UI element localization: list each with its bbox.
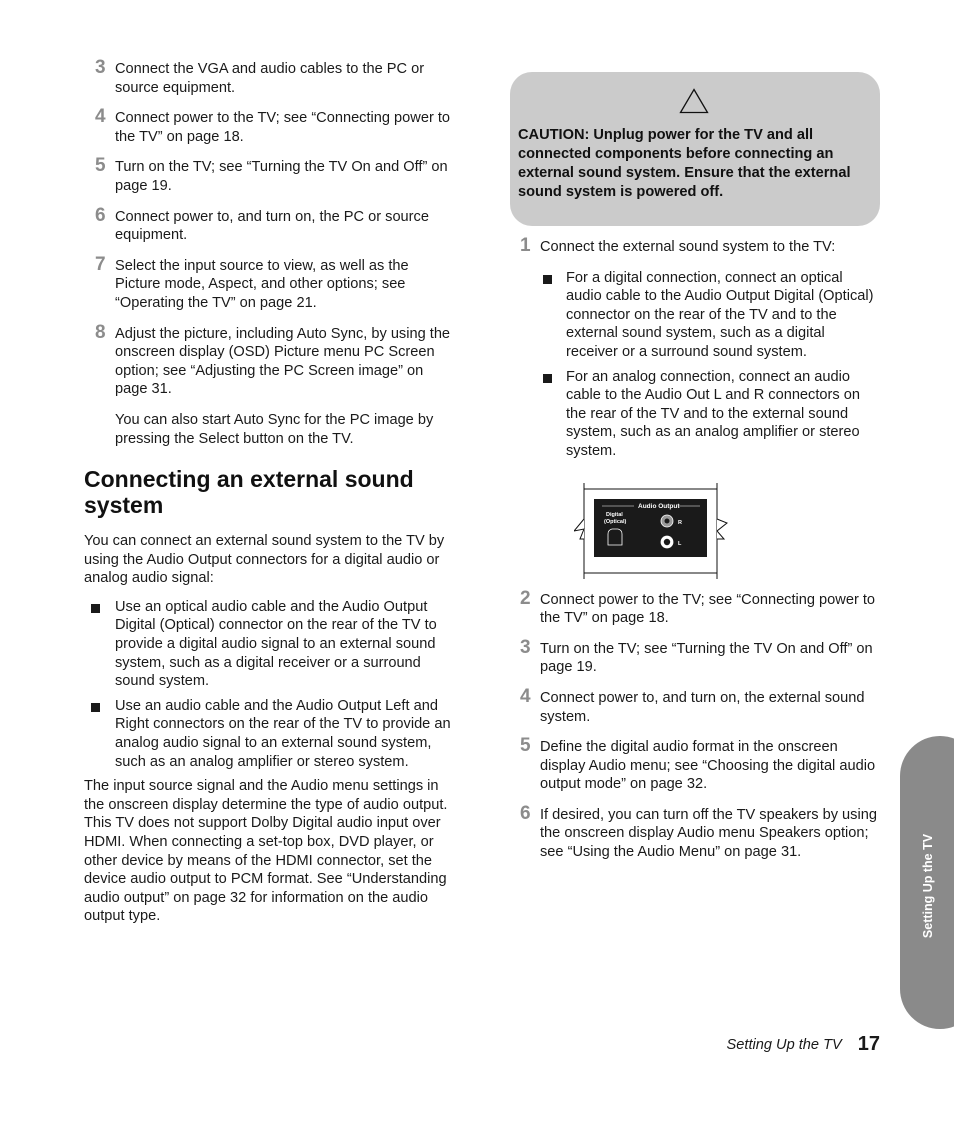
step-number: 6 <box>520 802 531 824</box>
bullet-square-icon <box>543 374 552 383</box>
footer-chapter-title: Setting Up the TV <box>726 1037 842 1053</box>
audio-output-panel-illustration <box>574 481 729 581</box>
audio-output-diagram <box>574 481 729 581</box>
step-number: 6 <box>95 204 106 226</box>
step-4 <box>510 685 880 726</box>
step-number: 7 <box>95 253 106 275</box>
step-number: 3 <box>95 57 106 78</box>
left-column <box>84 57 454 936</box>
bullet-item <box>84 598 454 691</box>
bullet-text: For a digital connection, connect an optical audio cable to the Audio Output Digital (Optical) connector on the rear of the TV and to the external sound system, such as a digital receiver or a surround sound system. <box>566 269 874 360</box>
right-column <box>510 72 880 874</box>
step-text: If desired, you can turn off the TV speakers by using the onscreen display Audio menu Speakers option; see “Using the Audio Menu” on page 31. <box>540 806 877 861</box>
step-number: 1 <box>520 235 531 256</box>
side-tab-label: Setting Up the TV <box>921 833 935 939</box>
diagram-title: Audio Output <box>638 502 680 510</box>
step-text: Connect power to, and turn on, the external sound system. <box>540 689 865 725</box>
step-2 <box>510 587 880 628</box>
bullet-item <box>84 697 454 771</box>
step-number: 2 <box>520 587 531 609</box>
step-text: Adjust the picture, including Auto Sync, by using the onscreen display (OSD) Picture menu PC Screen option; see “Adjusting the PC Screen image” on page 31. <box>115 325 451 398</box>
step-7 <box>84 253 454 313</box>
bullet-square-icon <box>91 604 100 613</box>
chapter-side-tab <box>900 736 954 1029</box>
step-text: Connect power to, and turn on, the PC or source equipment. <box>115 208 429 244</box>
step-number: 3 <box>520 636 531 658</box>
step-4 <box>84 106 454 146</box>
step-6 <box>84 204 454 245</box>
page-number: 17 <box>857 1033 880 1055</box>
auto-sync-note: You can also start Auto Sync for the PC image by pressing the Select button on the TV. <box>115 411 434 447</box>
step-text: Connect the VGA and audio cables to the PC or source equipment. <box>115 61 425 96</box>
step-text: Turn on the TV; see “Turning the TV On and Off” on page 19. <box>540 640 873 676</box>
section-heading: Connecting an external sound system <box>84 466 414 519</box>
bullet-square-icon <box>91 703 100 712</box>
step-text: Connect the external sound system to the TV: <box>540 239 836 255</box>
step-1 <box>510 235 880 257</box>
bullet-text: For an analog connection, connect an audio cable to the Audio Out L and R connectors on the rear of the TV and to the external sound system, such as an analog amplifier or stereo system. <box>566 368 860 459</box>
intro-paragraph: You can connect an external sound system to the TV by using the Audio Output connectors for a digital audio or analog audio signal: <box>84 533 445 587</box>
step-3 <box>84 57 454 97</box>
digital-label: Digital <box>606 511 623 518</box>
bullet-text: Use an audio cable and the Audio Output Left and Right connectors on the rear of the TV to provide an analog audio signal to an external sound system, such as an analog amplifier or stereo system. <box>115 697 451 770</box>
r-label: R <box>678 519 682 526</box>
page-footer <box>600 1034 880 1055</box>
step-5 <box>84 155 454 195</box>
caution-box <box>510 72 880 226</box>
caution-text: CAUTION: Unplug power for the TV and all connected components before connecting an external sound system. Ensure that the external sound system is powered off. <box>518 127 851 200</box>
step-text: Select the input source to view, as well as the Picture mode, Aspect, and other options; see “Operating the TV” on page 21. <box>115 257 409 311</box>
bullet-item <box>510 269 880 362</box>
step-number: 4 <box>95 106 106 128</box>
step-number: 4 <box>520 685 531 707</box>
step-3 <box>510 636 880 677</box>
step-number: 5 <box>520 735 531 757</box>
warning-triangle-icon <box>679 88 709 114</box>
step-text: Connect power to the TV; see “Connecting power to the TV” on page 18. <box>540 591 876 627</box>
step-number: 5 <box>95 155 106 177</box>
step-text: Define the digital audio format in the onscreen display Audio menu; see “Choosing the digital audio output mode” on page 32. <box>540 739 876 793</box>
step-text: Turn on the TV; see “Turning the TV On and Off” on page 19. <box>115 159 448 194</box>
l-label: L <box>678 540 682 547</box>
optical-label: (Optical) <box>604 518 627 525</box>
step-5 <box>510 735 880 794</box>
step-6 <box>510 802 880 862</box>
bullet-square-icon <box>543 275 552 284</box>
step-text: Connect power to the TV; see “Connecting power to the TV” on page 18. <box>115 110 451 145</box>
bullet-text: Use an optical audio cable and the Audio Output Digital (Optical) connector on the rear of the TV to provide a digital audio signal to an external sound system, such as a digital receiver or a surround sound system. <box>115 598 437 690</box>
step-8 <box>84 321 454 399</box>
closing-paragraph: The input source signal and the Audio menu settings in the onscreen display determine the type of audio output. This TV does not support Dolby Digital audio input over HDMI. When connecting a set-top box, DVD player, or other device by means of the HDMI connector, set the device audio output to PCM format. See “Understanding audio output” on page 32 for information on the audio output type. <box>84 778 448 925</box>
bullet-item <box>510 368 880 461</box>
step-number: 8 <box>95 321 106 343</box>
